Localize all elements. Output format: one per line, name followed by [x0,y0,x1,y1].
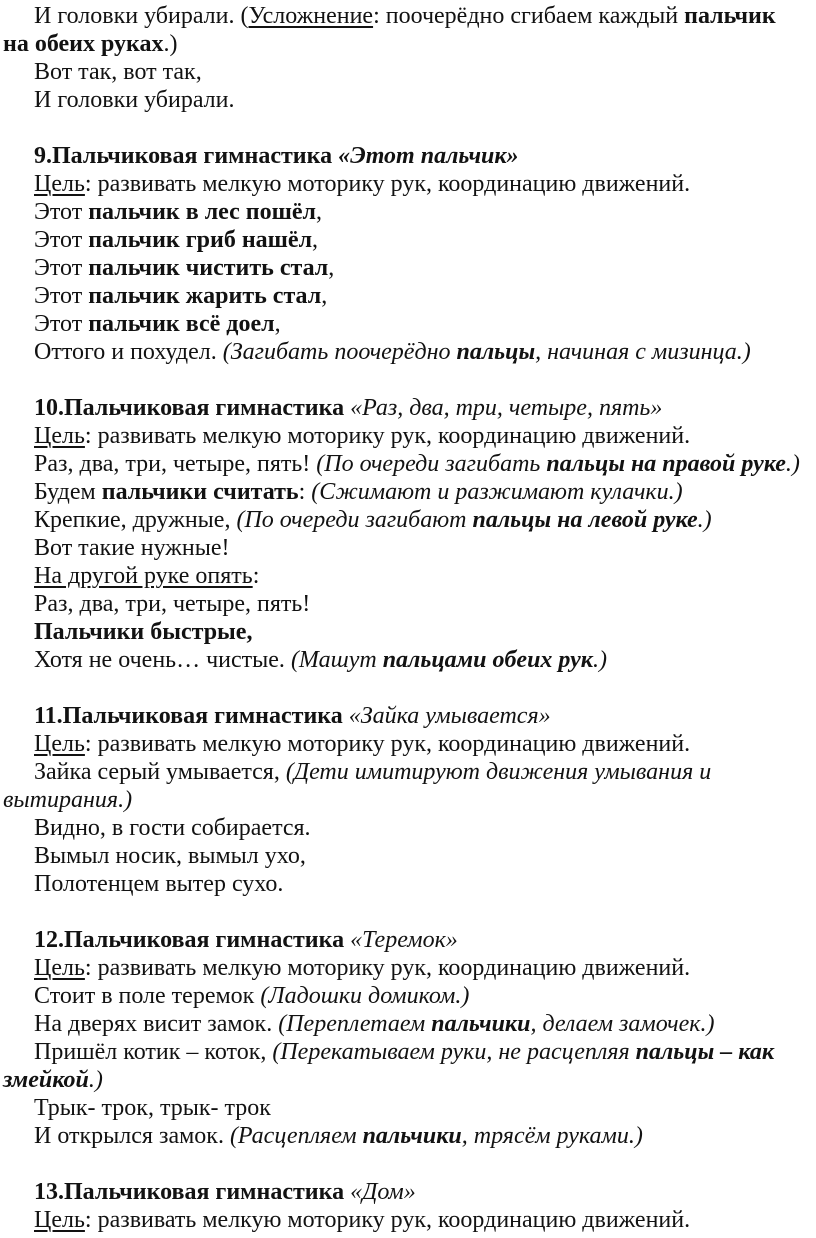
text-run: Цель [34,423,85,449]
text-run: На дверях висит замок. [34,1011,279,1037]
text-run: Раз, два, три, четыре, пять! [34,591,311,617]
text-line [3,506,816,534]
exercise-13 [3,1178,816,1234]
text-run: Пальчики быстрые, [34,619,253,645]
text-run: , [312,227,319,253]
text-run: 11.Пальчиковая гимнастика [34,703,349,729]
text-run: пальчики считать [101,479,299,505]
text-run: Этот [34,227,89,253]
text-run: , начиная с мизинца.) [535,339,751,365]
text-run: змейкой [3,1067,89,1093]
text-run: .) [785,451,800,477]
text-run: И открылся замок. [34,1123,230,1149]
text-line [3,2,816,30]
text-run: (Дети имитируют движения умывания и [285,759,712,785]
text-line [3,86,816,114]
text-run: На другой руке опять [34,563,253,589]
text-run: Этот [34,199,89,225]
section-heading [3,926,816,954]
text-run: 10.Пальчиковая гимнастика [34,395,351,421]
text-run: Полотенцем вытер сухо. [34,871,284,897]
text-run: (Сжимают и разжимают кулачки.) [311,479,683,505]
text-run: : развивать мелкую моторику рук, координацию движений. [84,171,691,197]
text-line [3,646,816,674]
text-run: 12.Пальчиковая гимнастика [34,927,351,953]
text-run: И головки убирали. [34,87,235,113]
text-run: : [252,563,260,589]
section-heading [3,702,816,730]
section-heading [3,142,816,170]
text-line [3,198,816,226]
text-line [3,310,816,338]
text-line [3,842,816,870]
intro [3,2,816,114]
text-line [3,30,816,58]
section-heading [3,1178,816,1206]
section-heading [3,394,816,422]
text-run: пальчик всё доел [88,311,275,337]
text-run: (Машут [290,647,383,673]
text-line [3,450,816,478]
text-run: Крепкие, дружные, [34,507,237,533]
text-run: «Этот пальчик» [338,143,519,169]
text-run: Хотя не очень… чистые. [34,647,291,673]
text-run: (Переплетаем [278,1011,432,1037]
text-run: Оттого и похудел. [34,339,223,365]
text-run: «Раз, два, три, четыре, пять» [350,395,663,421]
goal-line [3,954,816,982]
text-run: пальцами обеих рук [382,647,593,673]
text-line [3,786,816,814]
text-line [3,590,816,618]
text-run: 9.Пальчиковая гимнастика [34,143,339,169]
text-run: Стоит в поле теремок [34,983,261,1009]
exercise-11 [3,702,816,898]
text-run: «Зайка умывается» [348,703,551,729]
text-run: пальчик в лес пошёл [88,199,316,225]
text-run: Будем [34,479,102,505]
text-run: , [315,199,322,225]
text-line [3,870,816,898]
text-run: , делаем замочек.) [530,1011,715,1037]
text-run: , [328,255,335,281]
text-run: Трык- трок, трык- трок [34,1095,271,1121]
text-line [3,254,816,282]
exercise-12 [3,926,816,1150]
text-line [3,1010,816,1038]
text-line [3,758,816,786]
text-run: «Теремок» [350,927,458,953]
text-run: Цель [34,1207,85,1233]
text-run: Видно, в гости собирается. [34,815,311,841]
text-run: Этот [34,283,89,309]
text-run: И головки убирали. ( [34,3,249,29]
text-run: (Загибать поочерёдно [222,339,457,365]
text-run: : поочерёдно сгибаем каждый [373,3,685,29]
text-line [3,1094,816,1122]
text-run: : развивать мелкую моторику рук, координацию движений. [84,955,691,981]
text-line [3,58,816,86]
goal-line [3,422,816,450]
text-run: «Дом» [350,1179,416,1205]
text-run: 13.Пальчиковая гимнастика [34,1179,351,1205]
text-run: : развивать мелкую моторику рук, координацию движений. [84,731,691,757]
text-run: Пришёл котик – коток, [34,1039,273,1065]
goal-line [3,1206,816,1234]
text-run: (Ладошки домиком.) [260,983,470,1009]
text-run: .) [163,31,178,57]
text-run: на обеих руках [3,31,164,57]
text-line [3,226,816,254]
text-run: пальцы – как [635,1039,775,1065]
text-line [3,1066,816,1094]
text-run: пальчик жарить стал [88,283,322,309]
text-run: (Перекатываем руки, не расцепляя [272,1039,636,1065]
text-run: Цель [34,171,85,197]
text-run: Цель [34,955,85,981]
text-line [3,618,816,646]
text-run: Этот [34,311,89,337]
text-run: пальцы на левой руке [472,507,698,533]
text-line [3,1122,816,1150]
text-line [3,478,816,506]
text-run: Вот так, вот так, [34,59,202,85]
text-run: Этот [34,255,89,281]
text-line [3,814,816,842]
exercise-10 [3,394,816,674]
text-line [3,534,816,562]
text-run: Раз, два, три, четыре, пять! [34,451,317,477]
text-line [3,338,816,366]
text-run: (По очереди загибать [316,451,547,477]
text-line [3,562,816,590]
text-run: вытирания.) [3,787,133,813]
text-run: (Расцепляем [229,1123,363,1149]
text-run: пальчики [362,1123,462,1149]
text-run: пальцы [456,339,536,365]
exercise-9 [3,142,816,366]
text-run: пальчик чистить стал [88,255,329,281]
text-line [3,982,816,1010]
goal-line [3,730,816,758]
text-run: : развивать мелкую моторику рук, координацию движений. [84,1207,691,1233]
text-line [3,282,816,310]
text-run: Цель [34,731,85,757]
text-run: Вымыл носик, вымыл ухо, [34,843,306,869]
text-line [3,1038,816,1066]
text-run: пальчики [431,1011,531,1037]
text-run: , трясём руками.) [461,1123,643,1149]
text-run: Усложнение [248,3,374,29]
goal-line [3,170,816,198]
text-run: .) [88,1067,103,1093]
text-run: Вот такие нужные! [34,535,230,561]
text-run: пальчик [684,3,776,29]
text-run: (По очереди загибают [236,507,473,533]
text-run: : развивать мелкую моторику рук, координацию движений. [84,423,691,449]
text-run: Зайка серый умывается, [34,759,286,785]
text-run: пальчик гриб нашёл [88,227,313,253]
text-run: .) [697,507,712,533]
text-run: .) [592,647,607,673]
text-run: : [298,479,312,505]
text-run: , [274,311,281,337]
text-run: пальцы на правой руке [546,451,786,477]
text-run: , [321,283,328,309]
